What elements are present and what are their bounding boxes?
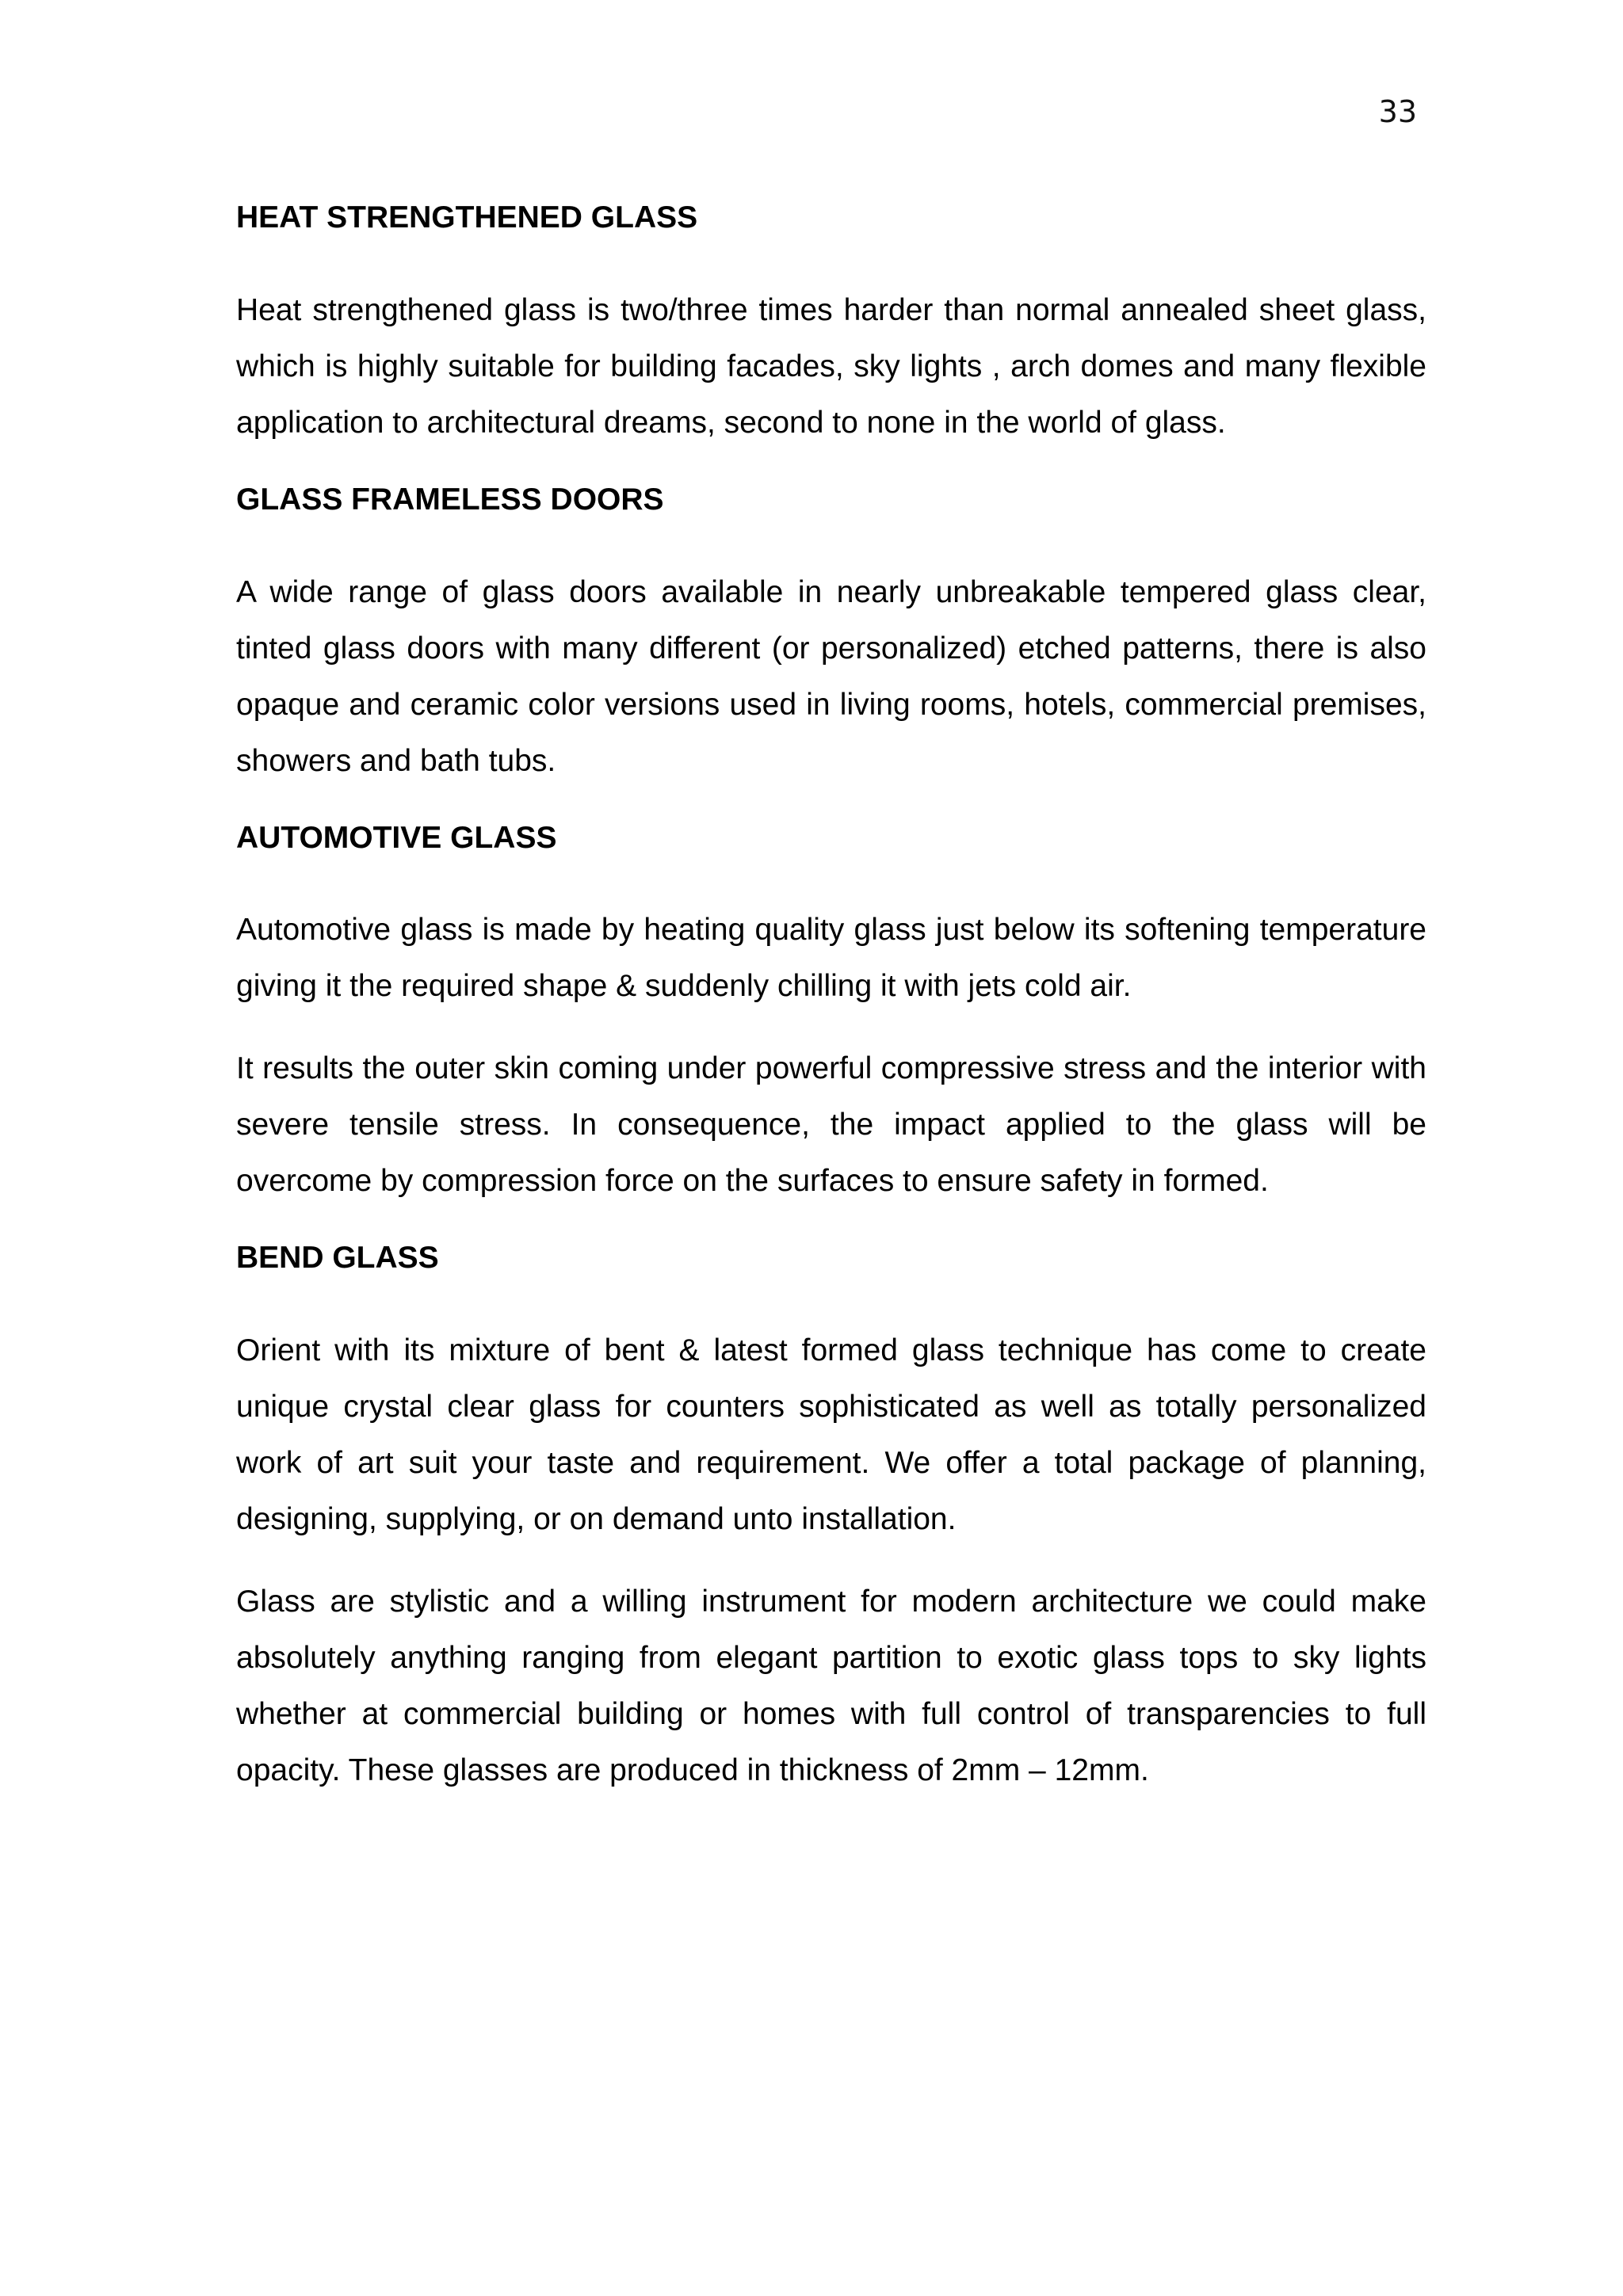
section-paragraph: A wide range of glass doors available in nearly unbreakable tempered glass clear, tinted glass doors with many different (or personalized) etched patterns, there is also opaque and ceramic color versions used in living rooms, hotels, commercial premises, showers and bath tubs.	[236, 574, 1426, 778]
section-heading-heat-strengthened-glass: HEAT STRENGTHENED GLASS	[236, 200, 698, 235]
section-heading-automotive-glass: AUTOMOTIVE GLASS	[236, 820, 557, 855]
section-paragraph: Glass are stylistic and a willing instrument for modern architecture we could make absolutely anything ranging from elegant partition to exotic glass tops to sky lights whether at commercial building or homes with full control of transparencies to full opacity. These glasses are produced in thickness of 2mm – 12mm.	[236, 1585, 1426, 1788]
section-paragraph: Automotive glass is made by heating quality glass just below its softening temperature giving it the required shape & suddenly chilling it with jets cold air.	[236, 913, 1426, 1004]
page-number: 33	[1378, 94, 1417, 129]
section-paragraph: It results the outer skin coming under powerful compressive stress and the interior with severe tensile stress. In consequence, the impact applied to the glass will be overcome by compression force on the surfaces to ensure safety in formed.	[236, 1051, 1426, 1199]
section-heading-bend-glass: BEND GLASS	[236, 1241, 439, 1276]
document-body	[236, 200, 1426, 1798]
section-heading-glass-frameless-doors: GLASS FRAMELESS DOORS	[236, 482, 664, 517]
section-paragraph: Heat strengthened glass is two/three times harder than normal annealed sheet glass, which is highly suitable for building facades, sky lights , arch domes and many flexible application to architectural dreams, second to none in the world of glass.	[236, 292, 1426, 440]
section-paragraph: Orient with its mixture of bent & latest formed glass technique has come to create unique crystal clear glass for counters sophisticated as well as totally personalized work of art suit your taste and requirement. We offer a total package of planning, designing, supplying, or on demand unto installation.	[236, 1333, 1426, 1537]
